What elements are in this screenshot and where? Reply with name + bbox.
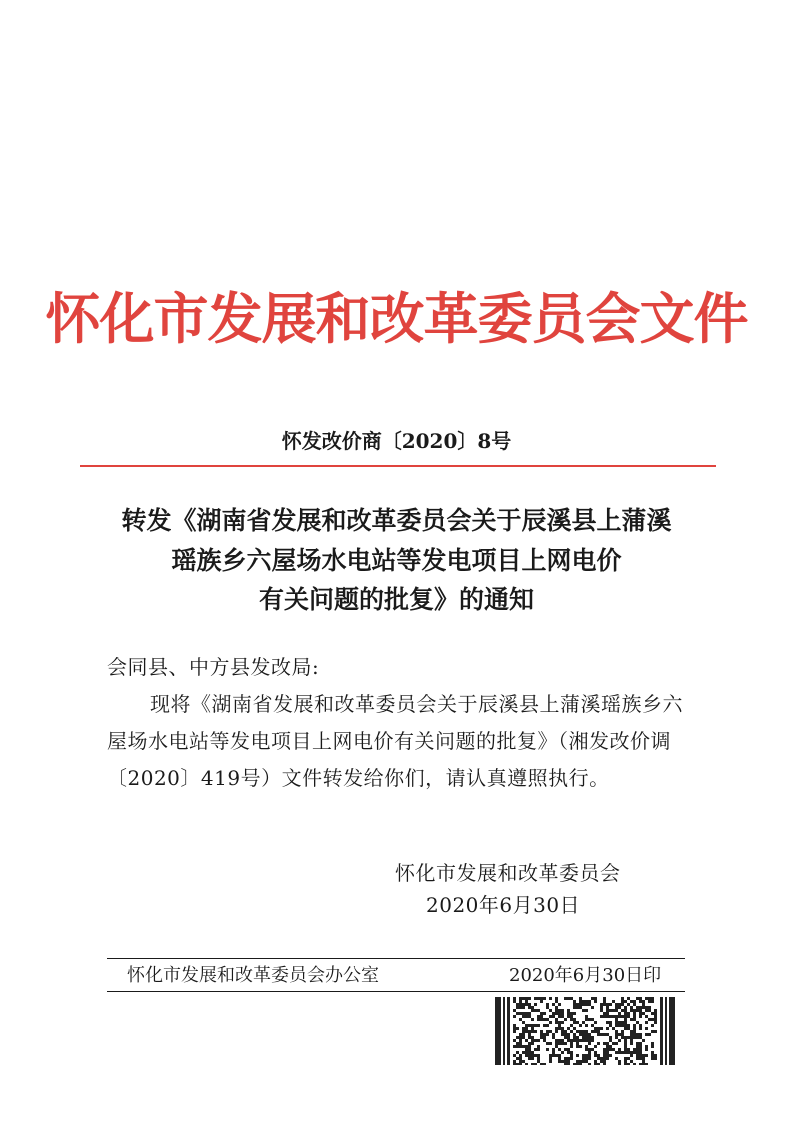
document-title-line-1: 转发《湖南省发展和改革委员会关于辰溪县上蒲溪 <box>121 506 672 535</box>
footer-rule-top <box>107 958 685 959</box>
body-line-1: 现将《湖南省发展和改革委员会关于辰溪县上蒲溪瑶族乡六 <box>150 692 683 716</box>
document-number: 怀发改价商〔2020〕8号 <box>281 429 512 453</box>
salutation: 会同县、中方县发改局: <box>107 655 320 679</box>
body-line-3: 〔2020〕419号）文件转发给你们，请认真遵照执行。 <box>107 766 610 790</box>
document-header-title: 怀化市发展和改革委员会文件 <box>45 287 748 351</box>
footer-rule-bottom <box>107 991 685 992</box>
signature-date: 2020年6月30日 <box>426 893 581 917</box>
document-title-line-3: 有关问题的批复》的通知 <box>258 585 534 614</box>
footer-issuer: 怀化市发展和改革委员会办公室 <box>127 965 379 986</box>
signature-org: 怀化市发展和改革委员会 <box>395 861 621 885</box>
footer-print-date: 2020年6月30日印 <box>509 965 662 986</box>
red-divider <box>80 465 716 467</box>
body-line-2: 屋场水电站等发电项目上网电价有关问题的批复》（湘发改价调 <box>107 729 671 753</box>
document-title-line-2: 瑶族乡六屋场水电站等发电项目上网电价 <box>171 546 622 575</box>
barcode-icon <box>495 997 675 1065</box>
